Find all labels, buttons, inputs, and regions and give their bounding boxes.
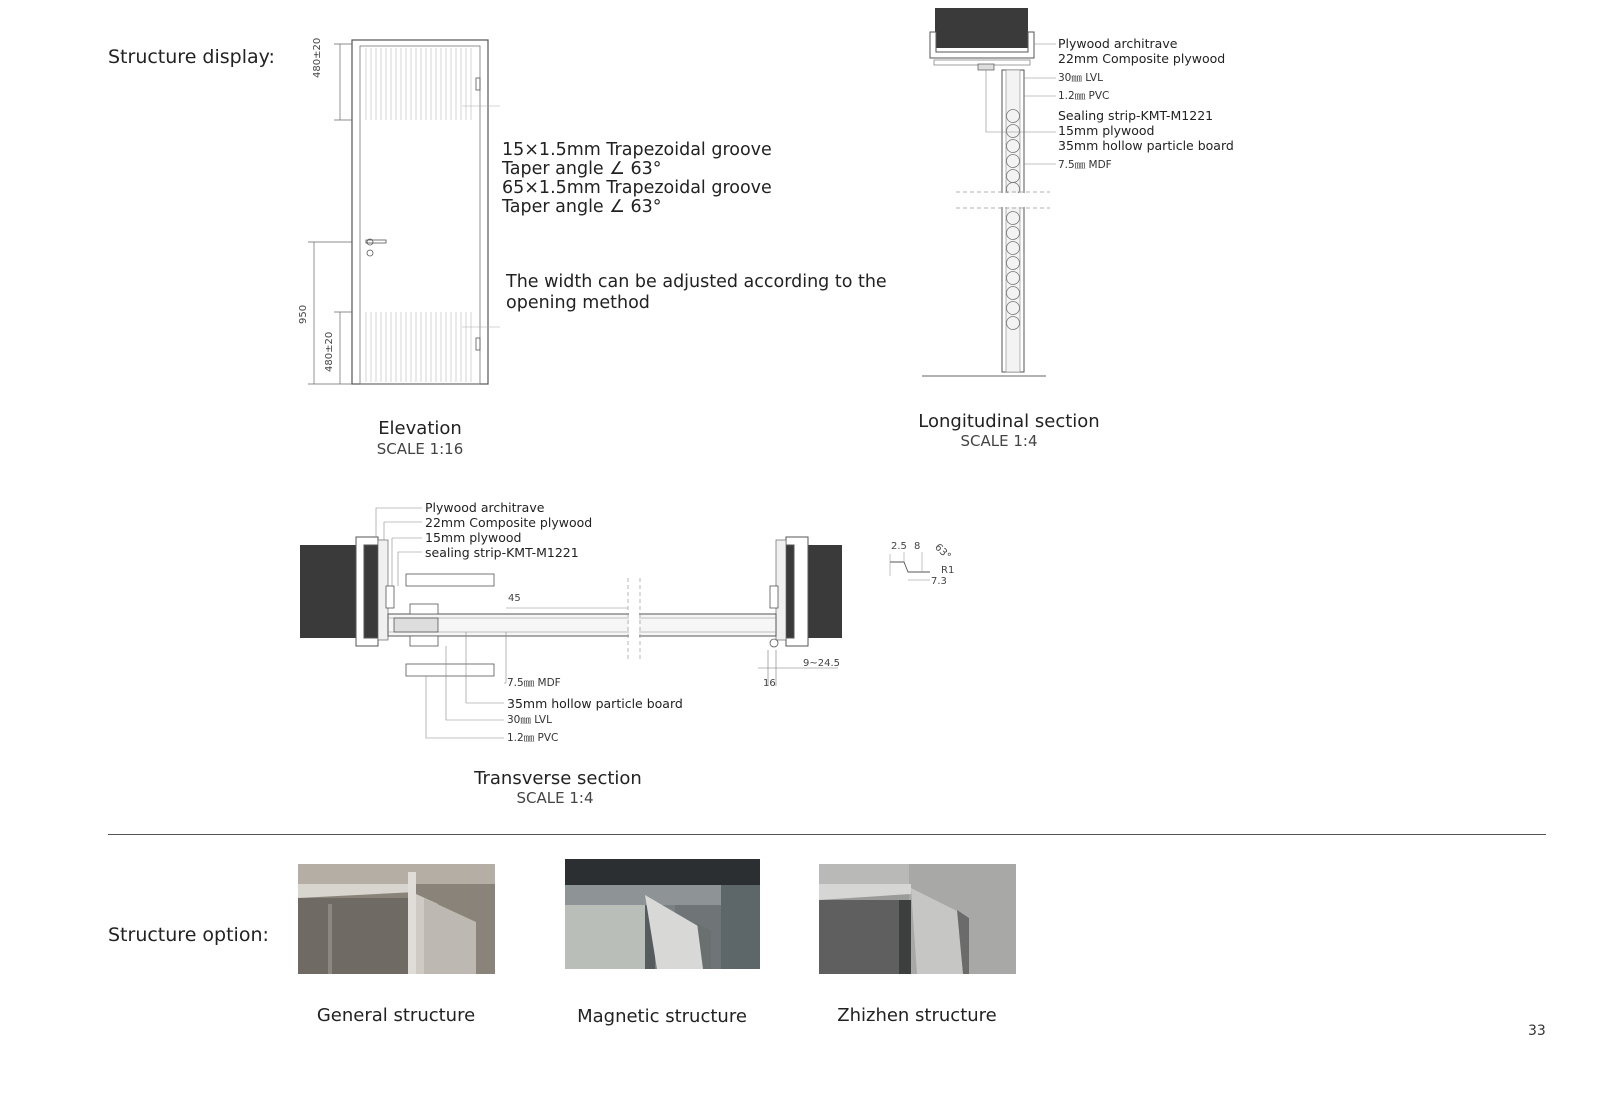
transverse-title: Transverse section (474, 768, 642, 789)
trans-label-top-2: 22mm Composite plywood (425, 515, 593, 530)
elevation-title: Elevation (378, 418, 462, 439)
trans-label-bottom-1: 7.5㎜ MDF (507, 677, 561, 689)
option-label-magnetic: Magnetic structure (577, 1006, 747, 1027)
page-number: 33 (1528, 1023, 1546, 1039)
trans-label-bottom-4: 1.2㎜ PVC (507, 732, 559, 744)
elevation-dim-mid: 950 (298, 304, 309, 324)
structure-display-heading: Structure display: (108, 46, 275, 68)
option-label-zhizhen: Zhizhen structure (837, 1005, 997, 1026)
elevation-dim-bottom: 480±20 (324, 331, 335, 372)
groove-dim-1: 2.5 (891, 541, 907, 552)
general-structure-photo (298, 864, 495, 974)
groove-note-2: Taper angle ∠ 63° (502, 159, 662, 179)
long-label-7: 35mm hollow particle board (1058, 138, 1234, 153)
long-label-8: 7.5㎜ MDF (1058, 159, 1112, 171)
long-label-3: 30㎜ LVL (1058, 72, 1103, 84)
width-note-line2: opening method (506, 293, 650, 313)
trans-dim-16: 16 (763, 678, 776, 689)
trans-label-bottom-3: 30㎜ LVL (507, 714, 552, 726)
long-label-6: 15mm plywood (1058, 123, 1155, 138)
groove-dim-5: 7.3 (931, 576, 947, 587)
trans-dim-9-24: 9~24.5 (803, 658, 841, 669)
groove-note-4: Taper angle ∠ 63° (502, 197, 662, 217)
trans-label-bottom-2: 35mm hollow particle board (507, 696, 683, 711)
long-label-2: 22mm Composite plywood (1058, 51, 1226, 66)
section-divider (108, 834, 1546, 835)
long-label-5: Sealing strip-KMT-M1221 (1058, 108, 1214, 123)
long-label-1: Plywood architrave (1058, 36, 1178, 51)
elevation-dim-top: 480±20 (312, 37, 323, 78)
transverse-scale: SCALE 1:4 (516, 789, 594, 807)
option-label-general: General structure (316, 1005, 476, 1026)
groove-dim-4: R1 (941, 565, 955, 576)
longitudinal-scale: SCALE 1:4 (960, 432, 1038, 450)
elevation-scale: SCALE 1:16 (376, 440, 464, 458)
longitudinal-section-drawing (920, 6, 1060, 381)
trans-dim-45: 45 (508, 593, 521, 604)
long-label-4: 1.2㎜ PVC (1058, 90, 1110, 102)
groove-note-1: 15×1.5mm Trapezoidal groove (502, 140, 772, 160)
trans-label-top-1: Plywood architrave (425, 500, 545, 515)
structure-option-heading: Structure option: (108, 924, 269, 946)
trans-label-top-4: sealing strip-KMT-M1221 (425, 545, 579, 560)
groove-dim-2: 8 (914, 541, 921, 552)
longitudinal-title: Longitudinal section (918, 411, 1100, 432)
transverse-section-drawing (298, 500, 858, 750)
magnetic-structure-photo (565, 859, 760, 969)
width-note-line1: The width can be adjusted according to the (506, 272, 887, 292)
groove-dim-3: 63° (932, 542, 953, 563)
zhizhen-structure-photo (819, 864, 1016, 974)
groove-note-3: 65×1.5mm Trapezoidal groove (502, 178, 772, 198)
trans-label-top-3: 15mm plywood (425, 530, 522, 545)
